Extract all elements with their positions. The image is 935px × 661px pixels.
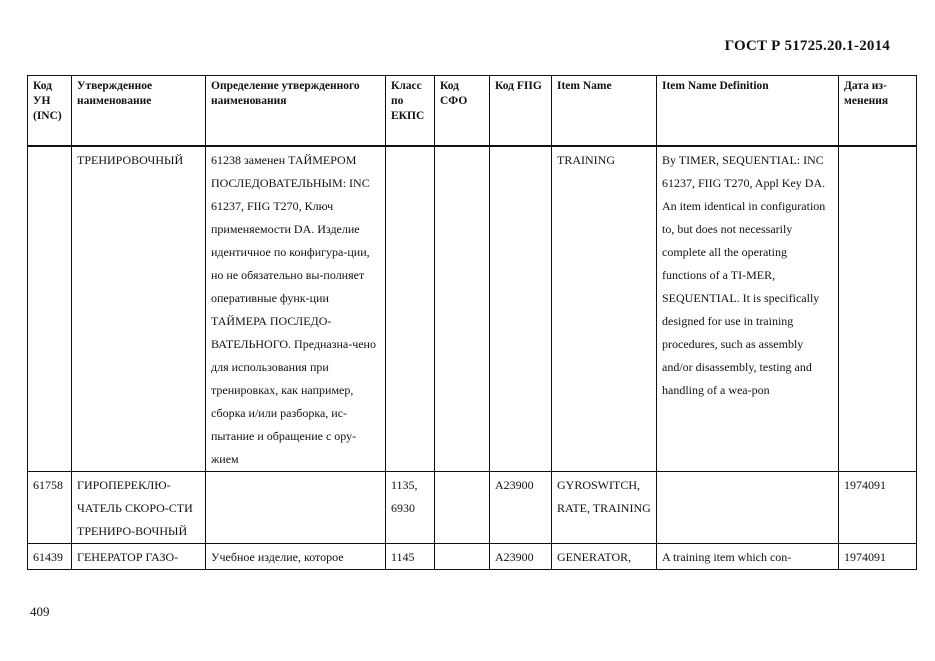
cell-sfo-code <box>435 472 490 544</box>
table-row <box>28 472 917 544</box>
column-header-ekps-class: Класс по ЕКПС <box>386 76 435 147</box>
cell-approved-name: ТРЕНИРОВОЧНЫЙ <box>72 146 206 472</box>
cell-inc <box>28 146 72 472</box>
column-header-sfo-code: Код СФО <box>435 76 490 147</box>
column-header-inc: Код УН (INC) <box>28 76 72 147</box>
column-header-item-name-definition: Item Name Definition <box>657 76 839 147</box>
cell-fiig-code: A23900 <box>490 544 552 570</box>
classification-table <box>27 75 917 570</box>
table-row <box>28 146 917 472</box>
cell-item-name-definition: A training item which con- <box>657 544 839 570</box>
cell-item-name: GENERATOR, <box>552 544 657 570</box>
cell-item-name: TRAINING <box>552 146 657 472</box>
cell-item-name-definition <box>657 472 839 544</box>
cell-item-name-definition: By TIMER, SEQUENTIAL: INC 61237, FIIG T270, Appl Key DA. An item identical in configuration to, but does not necessarily complete all the operating functions of a TI-MER, SEQUENTIAL. It is specifically designed for use in training procedures, such as assembly and/or disassembly, testing and handling of a wea-pon <box>657 146 839 472</box>
cell-inc: 61758 <box>28 472 72 544</box>
cell-name-definition: Учебное изделие, которое <box>206 544 386 570</box>
cell-sfo-code <box>435 544 490 570</box>
column-header-fiig-code: Код FIIG <box>490 76 552 147</box>
cell-ekps-class: 1135, 6930 <box>386 472 435 544</box>
cell-ekps-class: 1145 <box>386 544 435 570</box>
document-code: ГОСТ Р 51725.20.1-2014 <box>724 38 890 54</box>
table-header-row <box>28 76 917 147</box>
cell-change-date: 1974091 <box>839 472 917 544</box>
table-row <box>28 544 917 570</box>
column-header-item-name: Item Name <box>552 76 657 147</box>
page-number: 409 <box>30 604 50 619</box>
cell-change-date <box>839 146 917 472</box>
cell-approved-name: ГИРОПЕРЕКЛЮ-ЧАТЕЛЬ СКОРО-СТИ ТРЕНИРО-ВОЧНЫЙ <box>72 472 206 544</box>
column-header-approved-name: Утвержденное наименование <box>72 76 206 147</box>
column-header-change-date: Дата из-менения <box>839 76 917 147</box>
cell-name-definition: 61238 заменен ТАЙМЕРОМ ПОСЛЕДОВАТЕЛЬНЫМ: INC 61237, FIIG Т270, Ключ применяемости DA. Изделие идентичное по конфигура-ции, но не обязательно вы-полняет оперативные функ-ции ТАЙМЕРА ПОСЛЕДО-ВАТЕЛЬНОГО. Предназна-чено для использования при тренировках, как например, сборка и/или разборка, ис-пытание и обращение с ору-жием <box>206 146 386 472</box>
cell-change-date: 1974091 <box>839 544 917 570</box>
cell-item-name: GYROSWITCH, RATE, TRAINING <box>552 472 657 544</box>
cell-fiig-code <box>490 146 552 472</box>
cell-approved-name: ГЕНЕРАТОР ГАЗО- <box>72 544 206 570</box>
column-header-name-definition: Определение утвержденного наименования <box>206 76 386 147</box>
cell-fiig-code: A23900 <box>490 472 552 544</box>
cell-inc: 61439 <box>28 544 72 570</box>
cell-ekps-class <box>386 146 435 472</box>
cell-sfo-code <box>435 146 490 472</box>
cell-name-definition <box>206 472 386 544</box>
